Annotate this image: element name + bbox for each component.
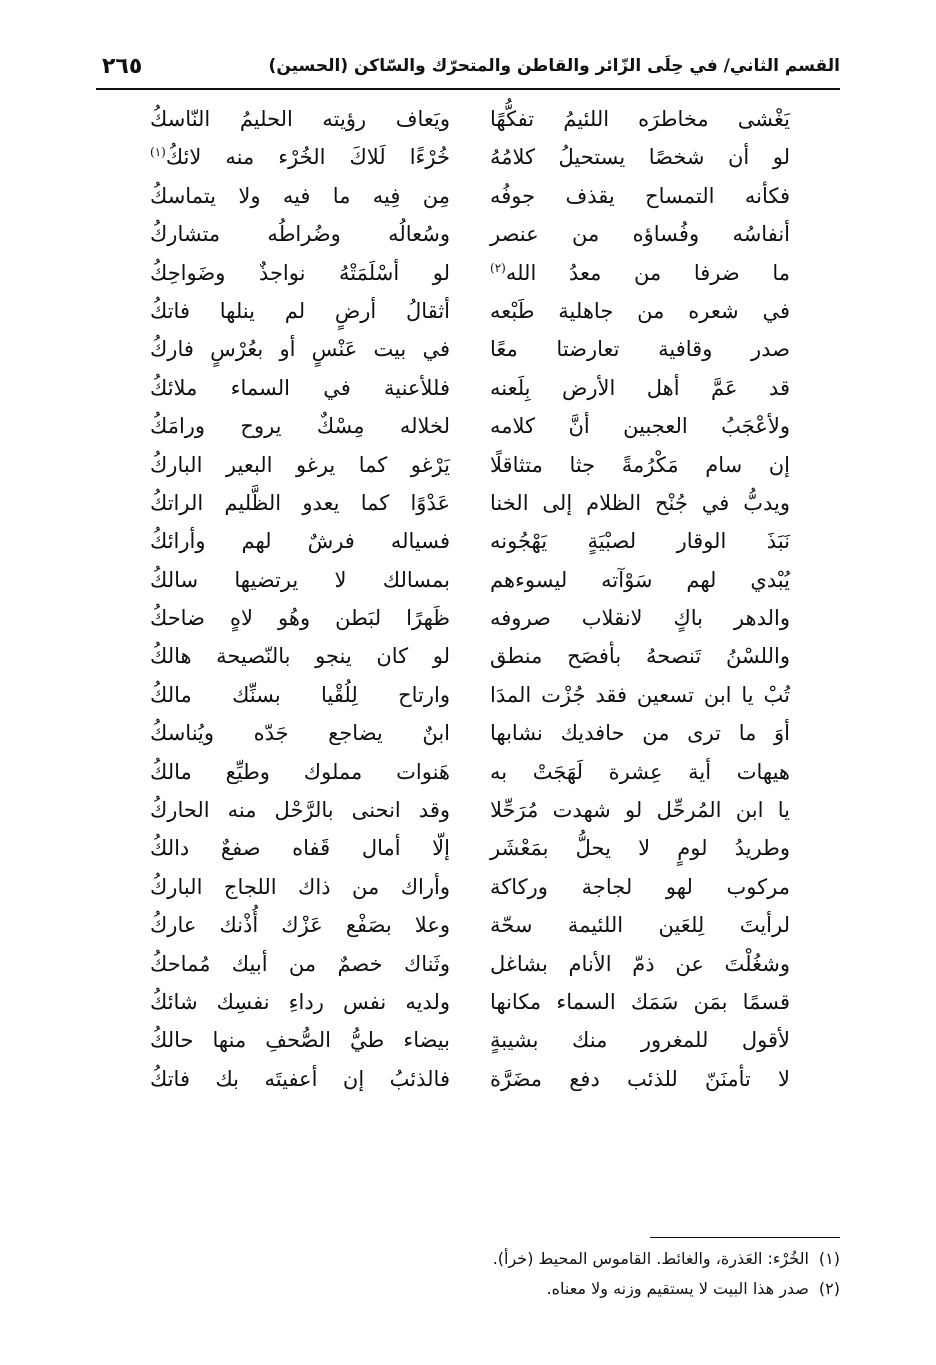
hemistich-text: وشغُلْتَ عن ذمّ الأنام بشاغل xyxy=(490,951,790,976)
footnote-text: الخُرْء: العَذرة، والغائط. القاموس المحيط (خرأ). xyxy=(492,1249,809,1268)
hemistich-text: بمسالك لا يرتضيها سالكُ xyxy=(150,567,450,592)
verse-line xyxy=(150,330,790,368)
verse-line xyxy=(150,138,790,176)
hemistich-text: في شعره من جاهلية طَبْعه xyxy=(490,298,790,323)
footnote-text: صدر هذا البيت لا يستقيم وزنه ولا معناه. xyxy=(546,1279,809,1298)
hemistich-text: نَبَذَ الوقار لصبْيَةٍ يَهْجُونه xyxy=(490,529,790,554)
verse-second-hemistich xyxy=(150,561,450,599)
hemistich-text: لخلاله مِسْكٌ يروح ورامَكُ xyxy=(150,414,450,439)
hemistich-text: يَغْشى مخاطرَه اللئيمُ تفكُّهًا xyxy=(490,107,790,131)
hemistich-text: لو أن شخصًا يستحيلُ كلامُهُ xyxy=(490,145,790,170)
verse-first-hemistich xyxy=(490,369,790,407)
verse-second-hemistich xyxy=(150,983,450,1021)
verse-line xyxy=(150,599,790,637)
hemistich-text: قد عَمَّ أهل الأرض بِلَعنه xyxy=(490,375,790,400)
verse-first-hemistich xyxy=(490,100,790,138)
hemistich-text: تُبْ يا ابن تسعين فقد جُزْت المدَا xyxy=(490,682,790,707)
footnotes xyxy=(120,1244,840,1304)
hemistich-text: لو كان ينجو بالنّصيحة هالكُ xyxy=(150,644,450,669)
verse-line xyxy=(150,983,790,1021)
hemistich-text: ولديه نفس رداءِ نفسِك شائكُ xyxy=(150,989,450,1014)
footnote-number: (٢) xyxy=(818,1279,840,1298)
hemistich-text: يُبْدي لهم سَوْآته ليسوءهم xyxy=(490,567,790,592)
hemistich-text: ويَعاف رؤيته الحليمُ النّاسكُ xyxy=(150,107,450,131)
verse-line xyxy=(150,446,790,484)
verse-second-hemistich xyxy=(150,138,450,176)
verse-second-hemistich xyxy=(150,906,450,944)
hemistich-text: هَنوات مملوك وطيِّع مالكُ xyxy=(150,759,450,784)
hemistich-text: لرأيتَ لِلعَين اللئيمة سحّة xyxy=(490,913,790,938)
verse-first-hemistich xyxy=(490,1021,790,1059)
verse-second-hemistich xyxy=(150,1021,450,1059)
poem-body xyxy=(150,100,790,1091)
hemistich-text: فسياله فرشٌ لهم وأرائكُ xyxy=(150,529,450,554)
verse-first-hemistich xyxy=(490,522,790,560)
hemistich-text: وطريدُ لومٍ لا يحلُّ بمَعْشَر xyxy=(490,836,790,861)
verse-line xyxy=(150,676,790,714)
verse-line xyxy=(150,791,790,829)
footnote-divider xyxy=(650,1237,840,1238)
verse-second-hemistich xyxy=(150,100,450,138)
verse-second-hemistich xyxy=(150,484,450,522)
verse-line xyxy=(150,254,790,292)
hemistich-text: لا تأمنَنّ للذئب دفع مضَرَّة xyxy=(490,1066,790,1091)
hemistich-text: بيضاء طيُّ الصُّحفِ منها حالكُ xyxy=(150,1028,450,1053)
verse-line xyxy=(150,714,790,752)
verse-line xyxy=(150,637,790,675)
hemistich-text: وثَناك خصمٌ من أبيك مُماحكُ xyxy=(150,951,450,976)
hemistich-text: أثقالُ أرضٍ لم ينلها فاتكُ xyxy=(150,298,450,323)
verse-line xyxy=(150,1021,790,1059)
verse-second-hemistich xyxy=(150,714,450,752)
hemistich-text: يَرْغو كما يرغو البعير الباركُ xyxy=(150,452,450,477)
verse-second-hemistich xyxy=(150,522,450,560)
verse-line xyxy=(150,292,790,330)
verse-first-hemistich xyxy=(490,945,790,983)
verse-first-hemistich xyxy=(490,753,790,791)
verse-line xyxy=(150,177,790,215)
verse-first-hemistich xyxy=(490,676,790,714)
running-title: القسم الثاني/ في حِلَى الزّائر والقاطن والمتحرّك والسّاكن (الحسين) xyxy=(268,56,840,76)
verse-second-hemistich xyxy=(150,330,450,368)
verse-first-hemistich xyxy=(490,215,790,253)
verse-first-hemistich xyxy=(490,292,790,330)
hemistich-text: وعلا بصَفْع عَزْك أُذْنك عاركُ xyxy=(150,913,450,938)
hemistich-text: وارتاح لِلُقْيا بسنِّك مالكُ xyxy=(150,682,450,707)
hemistich-text: إلّا أمال قَفاه صفعٌ دالكُ xyxy=(150,836,450,861)
hemistich-text: لأقول للمغرور منك بشيبةٍ xyxy=(490,1028,790,1053)
verse-second-hemistich xyxy=(150,215,450,253)
verse-first-hemistich xyxy=(490,868,790,906)
verse-line xyxy=(150,407,790,445)
verse-second-hemistich xyxy=(150,791,450,829)
verse-second-hemistich xyxy=(150,177,450,215)
verse-second-hemistich xyxy=(150,868,450,906)
hemistich-text: ويدبُّ في جُنْح الظلام إلى الخنا xyxy=(490,490,790,515)
hemistich-text: فكأنه التمساح يقذف جوفُه xyxy=(490,183,790,208)
verse-second-hemistich xyxy=(150,676,450,714)
verse-first-hemistich xyxy=(490,407,790,445)
footnote-marker[interactable]: (١) xyxy=(150,145,166,160)
hemistich-text: وسُعالُه وضُراطُه متشاركُ xyxy=(150,222,450,247)
verse-line xyxy=(150,369,790,407)
hemistich-text: ظَهرًا لبَطن وهُو لاهٍ ضاحكُ xyxy=(150,606,450,631)
verse-first-hemistich xyxy=(490,561,790,599)
hemistich-text: مركوب لهو لجاجة وركاكة xyxy=(490,874,790,899)
hemistich-text: أنفاسُه وفُساؤه من عنصر xyxy=(490,222,790,247)
verse-line xyxy=(150,215,790,253)
hemistich-text: يا ابن المُرحِّل لو شهدت مُرَحِّلا xyxy=(490,798,790,823)
verse-second-hemistich xyxy=(150,254,450,292)
verse-second-hemistich xyxy=(150,1060,450,1098)
verse-line xyxy=(150,906,790,944)
verse-first-hemistich xyxy=(490,446,790,484)
verse-first-hemistich xyxy=(490,906,790,944)
hemistich-text: في بيت عَنْسٍ أو بعُرْسٍ فاركُ xyxy=(150,337,450,362)
hemistich-text: فللأعنية في السماء ملائكُ xyxy=(150,375,450,400)
hemistich-text: عَدْوًا كما يعدو الظَّليم الراتكُ xyxy=(150,490,450,515)
verse-first-hemistich xyxy=(490,637,790,675)
verse-first-hemistich xyxy=(490,254,790,292)
footnote-item xyxy=(120,1274,840,1304)
verse-line xyxy=(150,100,790,138)
verse-first-hemistich xyxy=(490,791,790,829)
footnote-item xyxy=(120,1244,840,1274)
verse-second-hemistich xyxy=(150,945,450,983)
verse-second-hemistich xyxy=(150,829,450,867)
footnote-number: (١) xyxy=(818,1249,840,1268)
verse-first-hemistich xyxy=(490,983,790,1021)
verse-line xyxy=(150,561,790,599)
hemistich-text: خُرْءًا لَلاكَ الخُرْء منه لائكُ xyxy=(165,145,450,170)
hemistich-text: هيهات أية عِشرة لَهَجَتْ به xyxy=(490,759,790,784)
hemistich-text: أوَ ما ترى من حافديك نشابها xyxy=(490,721,790,746)
page-header xyxy=(96,52,840,90)
verse-line xyxy=(150,753,790,791)
hemistich-text: واللسْنُ تَنصحهُ بأفصَح منطق xyxy=(490,644,790,669)
hemistich-text: قسمًا بمَن سَمَك السماء مكانها xyxy=(490,989,790,1014)
hemistich-text: والدهر باكٍ لانقلاب صروفه xyxy=(490,606,790,631)
verse-first-hemistich xyxy=(490,1060,790,1098)
verse-first-hemistich xyxy=(490,177,790,215)
verse-second-hemistich xyxy=(150,753,450,791)
verse-first-hemistich xyxy=(490,330,790,368)
verse-second-hemistich xyxy=(150,599,450,637)
verse-second-hemistich xyxy=(150,446,450,484)
page-number: ٢٦٥ xyxy=(102,54,143,79)
verse-first-hemistich xyxy=(490,829,790,867)
verse-line xyxy=(150,945,790,983)
verse-line xyxy=(150,484,790,522)
verse-second-hemistich xyxy=(150,407,450,445)
hemistich-text: وأراك من ذاك اللجاج الباركُ xyxy=(150,874,450,899)
hemistich-text: صدر وقافية تعارضتا معًا xyxy=(490,337,790,362)
verse-second-hemistich xyxy=(150,637,450,675)
verse-first-hemistich xyxy=(490,599,790,637)
hemistich-text: ابنٌ يضاجع جَدّه ويُناسكُ xyxy=(150,721,450,746)
verse-line xyxy=(150,522,790,560)
hemistich-text: وقد انحنى بالرَّحْل منه الحاركُ xyxy=(150,798,450,823)
hemistich-text: إن سام مَكْرُمةً جثا متثاقلًا xyxy=(490,452,790,477)
footnote-marker[interactable]: (٢) xyxy=(490,260,506,275)
verse-line xyxy=(150,829,790,867)
verse-second-hemistich xyxy=(150,369,450,407)
hemistich-text: ولأعْجَبُ العجبين أنَّ كلامه xyxy=(490,414,790,439)
hemistich-text: مِن فِيه ما فيه ولا يتماسكُ xyxy=(150,183,450,208)
hemistich-text: لو أسْلَمَتْهُ نواجذٌ وضَواحِكُ xyxy=(150,260,450,285)
verse-first-hemistich xyxy=(490,138,790,176)
verse-line xyxy=(150,1060,790,1098)
verse-first-hemistich xyxy=(490,484,790,522)
verse-line xyxy=(150,868,790,906)
verse-first-hemistich xyxy=(490,714,790,752)
hemistich-text: فالذئبُ إن أعفيتَه بك فاتكُ xyxy=(150,1066,450,1091)
hemistich-text: ما ضرفا من معدُ الله xyxy=(505,260,790,285)
verse-second-hemistich xyxy=(150,292,450,330)
